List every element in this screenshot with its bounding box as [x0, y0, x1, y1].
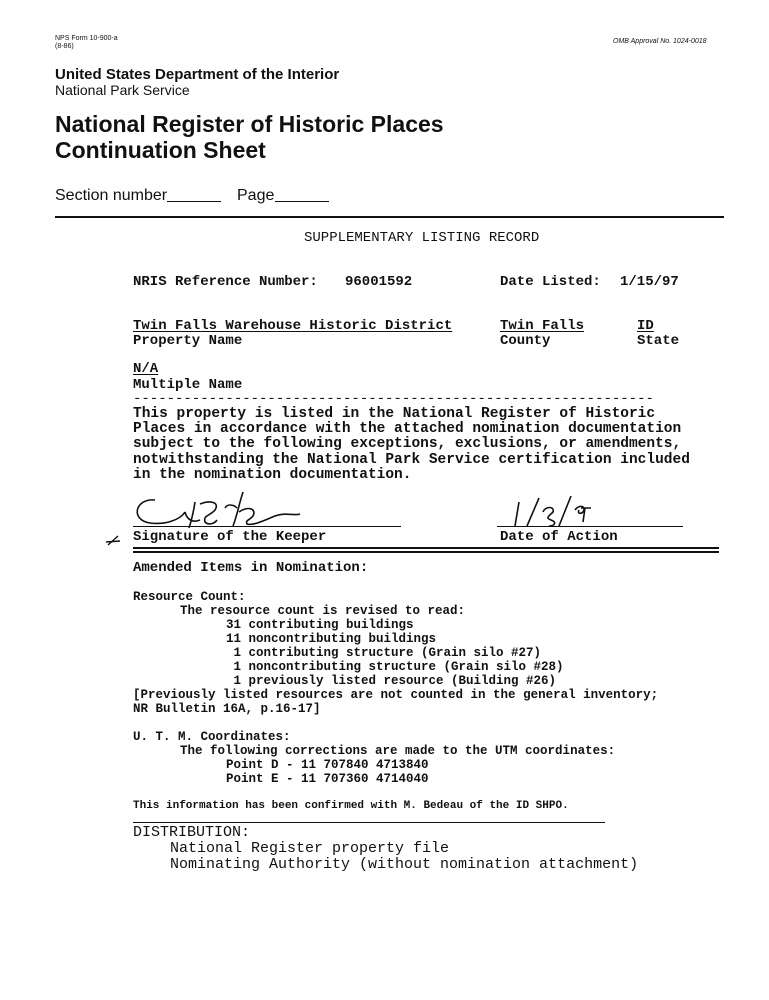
- multiple-name: N/A: [133, 361, 159, 377]
- distribution-heading: DISTRIBUTION:: [133, 824, 251, 841]
- resource-line-1: 31 contributing buildings: [226, 618, 414, 632]
- resource-intro: The resource count is revised to read:: [180, 604, 466, 618]
- distribution-item-1: National Register property file: [170, 840, 450, 857]
- county-name: Twin Falls: [500, 318, 585, 334]
- record-heading: SUPPLEMENTARY LISTING RECORD: [304, 230, 540, 246]
- section-number-field: [167, 201, 221, 202]
- confirmation-note: This information has been confirmed with M. Bedeau of the ID SHPO.: [133, 800, 569, 812]
- page-field: [275, 201, 329, 202]
- utm-heading: U. T. M. Coordinates:: [133, 730, 291, 744]
- form-revision: (8-86): [55, 43, 74, 50]
- nris-label: NRIS Reference Number:: [133, 274, 318, 290]
- handwritten-mark: [104, 533, 124, 549]
- utm-intro: The following corrections are made to the UTM coordinates:: [180, 744, 616, 758]
- statement-line-4: notwithstanding the National Park Service certification included: [133, 452, 690, 468]
- resource-line-2: 11 noncontributing buildings: [226, 632, 437, 646]
- utm-point-d: Point D - 11 707840 4713840: [226, 758, 429, 772]
- department-name: United States Department of the Interior: [55, 66, 340, 83]
- header-rule: [55, 216, 724, 218]
- note-line-1: [Previously listed resources are not counted in the general inventory;: [133, 688, 659, 702]
- date-line: [497, 526, 683, 527]
- distribution-item-2: Nominating Authority (without nomination attachment): [170, 856, 639, 873]
- amended-items-heading: Amended Items in Nomination:: [133, 560, 369, 576]
- distribution-rule: [133, 822, 605, 823]
- state-label: State: [637, 333, 680, 349]
- form-number: NPS Form 10-900-a: [55, 35, 118, 42]
- signature-label: Signature of the Keeper: [133, 529, 327, 545]
- date-listed-label: Date Listed:: [500, 274, 601, 290]
- double-rule-bottom: [133, 551, 719, 553]
- state-name: ID: [637, 318, 654, 334]
- nris-value: 96001592: [345, 274, 413, 290]
- multiple-name-label: Multiple Name: [133, 377, 243, 393]
- double-rule-top: [133, 547, 719, 549]
- property-name-label: Property Name: [133, 333, 243, 349]
- date-listed-value: 1/15/97: [620, 274, 679, 290]
- utm-point-e: Point E - 11 707360 4714040: [226, 772, 429, 786]
- resource-line-5: 1 previously listed resource (Building #26): [226, 674, 557, 688]
- dashed-rule: --------------------------------------------------------------: [133, 391, 654, 407]
- resource-line-4: 1 noncontributing structure (Grain silo #28): [226, 660, 564, 674]
- page-label: Page: [237, 187, 275, 204]
- signature-line: [133, 526, 401, 527]
- omb-approval: OMB Approval No. 1024-0018: [613, 38, 707, 45]
- statement-line-2: Places in accordance with the attached nomination documentation: [133, 421, 682, 437]
- sheet-subtitle: Continuation Sheet: [55, 137, 266, 163]
- resource-line-3: 1 contributing structure (Grain silo #27): [226, 646, 542, 660]
- statement-line-5: in the nomination documentation.: [133, 467, 412, 483]
- county-label: County: [500, 333, 551, 349]
- service-name: National Park Service: [55, 82, 190, 98]
- handwritten-date: 1/15/97: [505, 492, 510, 493]
- statement-line-1: This property is listed in the National Register of Historic: [133, 406, 656, 422]
- section-number-label: Section number: [55, 187, 168, 204]
- date-of-action-label: Date of Action: [500, 529, 618, 545]
- note-line-2: NR Bulletin 16A, p.16-17]: [133, 702, 321, 716]
- sheet-title: National Register of Historic Places: [55, 111, 444, 137]
- property-name: Twin Falls Warehouse Historic District: [133, 318, 453, 334]
- resource-count-heading: Resource Count:: [133, 590, 246, 604]
- statement-line-3: subject to the following exceptions, exclusions, or amendments,: [133, 436, 682, 452]
